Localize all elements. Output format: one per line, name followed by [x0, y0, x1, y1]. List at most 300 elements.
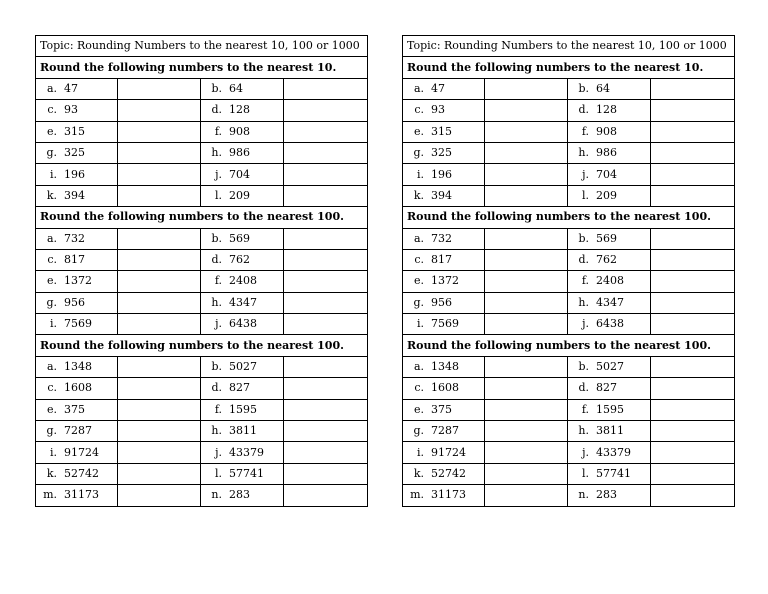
- question-number: 375: [431, 402, 452, 416]
- question-number: 986: [596, 146, 617, 160]
- question-cell: [36, 228, 118, 249]
- question-letter: i.: [49, 445, 57, 459]
- answer-blank[interactable]: [284, 78, 368, 99]
- question-number: 956: [64, 295, 85, 309]
- answer-blank[interactable]: [651, 142, 735, 163]
- question-cell: [201, 485, 284, 506]
- question-letter: e.: [413, 274, 424, 288]
- question-letter: a.: [413, 81, 424, 95]
- question-number: 732: [431, 231, 452, 245]
- question-cell: [201, 164, 284, 185]
- answer-blank[interactable]: [485, 164, 568, 185]
- section-heading: Round the following numbers to the nearest 10.: [403, 57, 735, 78]
- question-letter: h.: [578, 424, 589, 438]
- answer-blank[interactable]: [651, 164, 735, 185]
- answer-blank[interactable]: [651, 399, 735, 420]
- question-cell: [36, 185, 118, 206]
- section-heading-row: [403, 335, 735, 356]
- question-number: 57741: [596, 467, 631, 480]
- answer-blank[interactable]: [485, 249, 568, 270]
- question-cell: [36, 399, 118, 420]
- question-number: 375: [64, 402, 85, 416]
- question-row: [403, 463, 735, 484]
- question-number: 2408: [596, 274, 624, 288]
- question-letter: g.: [413, 424, 424, 438]
- question-cell: [568, 100, 651, 121]
- answer-blank[interactable]: [284, 399, 368, 420]
- answer-blank[interactable]: [651, 378, 735, 399]
- answer-blank[interactable]: [284, 292, 368, 313]
- question-number: 31173: [64, 488, 99, 502]
- question-letter: g.: [46, 295, 57, 309]
- question-letter: l.: [214, 467, 222, 480]
- answer-blank[interactable]: [284, 314, 368, 335]
- answer-blank[interactable]: [284, 142, 368, 163]
- question-number: 283: [596, 488, 617, 502]
- answer-blank[interactable]: [284, 485, 368, 506]
- question-number: 7287: [431, 424, 459, 438]
- answer-blank[interactable]: [651, 228, 735, 249]
- question-cell: [201, 228, 284, 249]
- question-letter: c.: [47, 103, 57, 117]
- question-number: 64: [596, 81, 610, 95]
- question-letter: e.: [46, 274, 57, 288]
- question-row: [403, 485, 735, 506]
- question-number: 3811: [596, 424, 624, 438]
- question-letter: j.: [215, 445, 222, 459]
- answer-blank[interactable]: [485, 442, 568, 463]
- question-cell: [36, 421, 118, 442]
- answer-blank[interactable]: [485, 292, 568, 313]
- question-letter: f.: [214, 274, 222, 288]
- answer-blank[interactable]: [118, 421, 201, 442]
- question-row: [403, 164, 735, 185]
- question-number: 827: [229, 381, 250, 395]
- question-number: 283: [229, 488, 250, 502]
- question-number: 52742: [431, 467, 466, 480]
- question-letter: n.: [211, 488, 222, 502]
- question-number: 817: [431, 253, 452, 267]
- question-number: 5027: [229, 360, 257, 374]
- question-cell: [36, 356, 118, 377]
- question-cell: [568, 249, 651, 270]
- question-cell: [568, 185, 651, 206]
- answer-blank[interactable]: [651, 100, 735, 121]
- question-letter: h.: [211, 295, 222, 309]
- section-heading: Round the following numbers to the nearest 100.: [36, 335, 368, 356]
- question-cell: [403, 442, 485, 463]
- section-heading-row: [36, 57, 368, 78]
- question-letter: g.: [46, 146, 57, 160]
- question-row: [403, 314, 735, 335]
- question-cell: [403, 421, 485, 442]
- question-number: 209: [229, 188, 250, 202]
- question-row: [36, 78, 368, 99]
- question-cell: [201, 142, 284, 163]
- question-row: [36, 485, 368, 506]
- answer-blank[interactable]: [651, 314, 735, 335]
- question-number: 315: [64, 124, 85, 138]
- question-row: [403, 121, 735, 142]
- answer-blank[interactable]: [284, 271, 368, 292]
- answer-blank[interactable]: [118, 142, 201, 163]
- question-cell: [36, 442, 118, 463]
- question-cell: [568, 228, 651, 249]
- answer-blank[interactable]: [485, 121, 568, 142]
- answer-blank[interactable]: [651, 463, 735, 484]
- question-letter: l.: [581, 467, 589, 480]
- question-cell: [568, 356, 651, 377]
- question-number: 986: [229, 146, 250, 160]
- question-cell: [403, 249, 485, 270]
- question-row: [36, 121, 368, 142]
- question-number: 569: [229, 231, 250, 245]
- question-row: [403, 378, 735, 399]
- question-row: [403, 399, 735, 420]
- question-letter: a.: [46, 360, 57, 374]
- question-number: 2408: [229, 274, 257, 288]
- question-letter: i.: [49, 167, 57, 181]
- question-letter: l.: [214, 188, 222, 202]
- question-number: 1595: [229, 402, 257, 416]
- question-number: 394: [64, 188, 85, 202]
- answer-blank[interactable]: [118, 271, 201, 292]
- question-row: [403, 249, 735, 270]
- section-heading: Round the following numbers to the nearest 10.: [36, 57, 368, 78]
- question-cell: [201, 356, 284, 377]
- question-cell: [36, 378, 118, 399]
- worksheet-left: [35, 35, 367, 507]
- question-letter: f.: [214, 402, 222, 416]
- question-number: 908: [229, 124, 250, 138]
- answer-blank[interactable]: [485, 463, 568, 484]
- answer-blank[interactable]: [651, 442, 735, 463]
- question-cell: [36, 78, 118, 99]
- question-cell: [403, 100, 485, 121]
- answer-blank[interactable]: [118, 228, 201, 249]
- question-cell: [568, 378, 651, 399]
- question-cell: [36, 142, 118, 163]
- question-cell: [403, 142, 485, 163]
- question-number: 93: [431, 103, 445, 117]
- question-row: [36, 421, 368, 442]
- answer-blank[interactable]: [284, 228, 368, 249]
- question-letter: m.: [410, 488, 424, 502]
- worksheet-table: [35, 35, 368, 507]
- question-cell: [568, 164, 651, 185]
- question-cell: [36, 292, 118, 313]
- answer-blank[interactable]: [118, 121, 201, 142]
- answer-blank[interactable]: [118, 185, 201, 206]
- question-cell: [201, 185, 284, 206]
- question-row: [403, 271, 735, 292]
- question-number: 7569: [64, 317, 92, 331]
- question-number: 762: [596, 253, 617, 267]
- question-cell: [568, 399, 651, 420]
- question-letter: k.: [46, 467, 57, 480]
- answer-blank[interactable]: [651, 421, 735, 442]
- question-letter: b.: [211, 231, 222, 245]
- question-letter: c.: [414, 381, 424, 395]
- answer-blank[interactable]: [485, 271, 568, 292]
- question-cell: [568, 463, 651, 484]
- answer-blank[interactable]: [651, 292, 735, 313]
- answer-blank[interactable]: [118, 314, 201, 335]
- question-letter: g.: [413, 295, 424, 309]
- question-letter: a.: [46, 231, 57, 245]
- answer-blank[interactable]: [284, 378, 368, 399]
- question-cell: [403, 164, 485, 185]
- section-heading-row: [403, 57, 735, 78]
- answer-blank[interactable]: [118, 249, 201, 270]
- answer-blank[interactable]: [485, 399, 568, 420]
- answer-blank[interactable]: [485, 228, 568, 249]
- question-number: 52742: [64, 467, 99, 480]
- question-cell: [201, 100, 284, 121]
- section-heading: Round the following numbers to the nearest 100.: [403, 335, 735, 356]
- question-letter: n.: [578, 488, 589, 502]
- question-number: 827: [596, 381, 617, 395]
- question-cell: [568, 142, 651, 163]
- question-number: 704: [596, 167, 617, 181]
- question-cell: [201, 314, 284, 335]
- section-heading: Round the following numbers to the nearest 100.: [403, 207, 735, 228]
- question-cell: [201, 421, 284, 442]
- question-row: [36, 100, 368, 121]
- answer-blank[interactable]: [485, 378, 568, 399]
- answer-blank[interactable]: [485, 100, 568, 121]
- answer-blank[interactable]: [284, 421, 368, 442]
- question-letter: f.: [581, 402, 589, 416]
- answer-blank[interactable]: [485, 485, 568, 506]
- answer-blank[interactable]: [118, 356, 201, 377]
- question-letter: d.: [578, 103, 589, 117]
- topic-title: Topic: Rounding Numbers to the nearest 10, 100 or 1000: [403, 36, 735, 57]
- question-number: 196: [431, 167, 452, 181]
- question-row: [403, 100, 735, 121]
- question-letter: e.: [413, 124, 424, 138]
- question-cell: [36, 249, 118, 270]
- question-number: 1595: [596, 402, 624, 416]
- answer-blank[interactable]: [485, 78, 568, 99]
- answer-blank[interactable]: [284, 442, 368, 463]
- question-number: 762: [229, 253, 250, 267]
- question-number: 1348: [64, 360, 92, 374]
- question-number: 394: [431, 188, 452, 202]
- section-heading: Round the following numbers to the nearest 100.: [36, 207, 368, 228]
- question-cell: [201, 292, 284, 313]
- answer-blank[interactable]: [118, 378, 201, 399]
- answer-blank[interactable]: [651, 185, 735, 206]
- question-cell: [403, 292, 485, 313]
- answer-blank[interactable]: [118, 292, 201, 313]
- answer-blank[interactable]: [284, 356, 368, 377]
- question-letter: c.: [414, 103, 424, 117]
- worksheet-table: [402, 35, 735, 507]
- question-letter: k.: [413, 467, 424, 480]
- question-letter: b.: [578, 81, 589, 95]
- answer-blank[interactable]: [485, 356, 568, 377]
- question-number: 91724: [64, 445, 99, 459]
- question-row: [36, 142, 368, 163]
- question-cell: [36, 121, 118, 142]
- question-row: [36, 463, 368, 484]
- question-number: 1372: [64, 274, 92, 288]
- question-letter: l.: [581, 188, 589, 202]
- answer-blank[interactable]: [118, 485, 201, 506]
- question-letter: e.: [413, 402, 424, 416]
- answer-blank[interactable]: [284, 121, 368, 142]
- question-letter: e.: [46, 124, 57, 138]
- topic-row: [403, 36, 735, 57]
- answer-blank[interactable]: [485, 142, 568, 163]
- question-letter: h.: [211, 146, 222, 160]
- question-cell: [36, 485, 118, 506]
- answer-blank[interactable]: [485, 185, 568, 206]
- question-number: 64: [229, 81, 243, 95]
- question-row: [36, 164, 368, 185]
- question-number: 1348: [431, 360, 459, 374]
- question-row: [36, 442, 368, 463]
- question-letter: i.: [49, 317, 57, 331]
- question-cell: [403, 185, 485, 206]
- question-letter: a.: [46, 81, 57, 95]
- answer-blank[interactable]: [118, 164, 201, 185]
- question-letter: a.: [413, 231, 424, 245]
- question-letter: b.: [211, 81, 222, 95]
- question-letter: h.: [578, 146, 589, 160]
- question-letter: e.: [46, 402, 57, 416]
- question-cell: [201, 78, 284, 99]
- question-row: [36, 314, 368, 335]
- question-number: 209: [596, 188, 617, 202]
- answer-blank[interactable]: [118, 442, 201, 463]
- question-number: 47: [431, 81, 445, 95]
- answer-blank[interactable]: [118, 463, 201, 484]
- question-letter: i.: [416, 445, 424, 459]
- answer-blank[interactable]: [284, 463, 368, 484]
- question-number: 1372: [431, 274, 459, 288]
- question-cell: [403, 399, 485, 420]
- question-cell: [36, 314, 118, 335]
- question-number: 128: [596, 103, 617, 117]
- question-cell: [201, 249, 284, 270]
- question-cell: [568, 292, 651, 313]
- question-number: 128: [229, 103, 250, 117]
- question-cell: [403, 485, 485, 506]
- question-letter: m.: [43, 488, 57, 502]
- question-letter: h.: [578, 295, 589, 309]
- question-number: 43379: [229, 445, 264, 459]
- answer-blank[interactable]: [485, 314, 568, 335]
- answer-blank[interactable]: [651, 121, 735, 142]
- question-number: 7569: [431, 317, 459, 331]
- answer-blank[interactable]: [284, 185, 368, 206]
- question-number: 57741: [229, 467, 264, 480]
- section-heading-row: [36, 207, 368, 228]
- question-number: 6438: [596, 317, 624, 331]
- question-cell: [568, 121, 651, 142]
- question-cell: [201, 463, 284, 484]
- question-letter: j.: [215, 317, 222, 331]
- answer-blank[interactable]: [284, 164, 368, 185]
- question-number: 325: [64, 146, 85, 160]
- question-number: 325: [431, 146, 452, 160]
- question-letter: c.: [47, 381, 57, 395]
- question-number: 4347: [229, 295, 257, 309]
- question-number: 31173: [431, 488, 466, 502]
- answer-blank[interactable]: [651, 271, 735, 292]
- section-heading-row: [36, 335, 368, 356]
- topic-row: [36, 36, 368, 57]
- question-letter: a.: [413, 360, 424, 374]
- answer-blank[interactable]: [118, 399, 201, 420]
- answer-blank[interactable]: [485, 421, 568, 442]
- question-cell: [201, 378, 284, 399]
- question-number: 1608: [431, 381, 459, 395]
- question-number: 43379: [596, 445, 631, 459]
- question-number: 732: [64, 231, 85, 245]
- question-number: 7287: [64, 424, 92, 438]
- answer-blank[interactable]: [284, 100, 368, 121]
- question-letter: j.: [215, 167, 222, 181]
- question-letter: i.: [416, 167, 424, 181]
- question-cell: [201, 271, 284, 292]
- question-cell: [201, 399, 284, 420]
- question-row: [36, 271, 368, 292]
- question-number: 6438: [229, 317, 257, 331]
- question-cell: [36, 100, 118, 121]
- answer-blank[interactable]: [651, 78, 735, 99]
- question-number: 91724: [431, 445, 466, 459]
- question-number: 956: [431, 295, 452, 309]
- question-number: 704: [229, 167, 250, 181]
- question-row: [36, 185, 368, 206]
- question-letter: f.: [581, 274, 589, 288]
- answer-blank[interactable]: [651, 249, 735, 270]
- answer-blank[interactable]: [651, 356, 735, 377]
- question-cell: [568, 78, 651, 99]
- question-row: [36, 356, 368, 377]
- question-cell: [403, 463, 485, 484]
- question-letter: c.: [414, 253, 424, 267]
- question-number: 47: [64, 81, 78, 95]
- answer-blank[interactable]: [118, 100, 201, 121]
- question-row: [403, 78, 735, 99]
- question-cell: [36, 271, 118, 292]
- question-letter: d.: [578, 253, 589, 267]
- question-letter: b.: [211, 360, 222, 374]
- question-row: [36, 228, 368, 249]
- question-number: 1608: [64, 381, 92, 395]
- question-row: [36, 292, 368, 313]
- question-letter: k.: [46, 188, 57, 202]
- question-cell: [201, 442, 284, 463]
- answer-blank[interactable]: [651, 485, 735, 506]
- question-letter: j.: [582, 317, 589, 331]
- question-letter: h.: [211, 424, 222, 438]
- question-number: 3811: [229, 424, 257, 438]
- question-letter: b.: [578, 231, 589, 245]
- topic-title: Topic: Rounding Numbers to the nearest 10, 100 or 1000: [36, 36, 368, 57]
- answer-blank[interactable]: [118, 78, 201, 99]
- answer-blank[interactable]: [284, 249, 368, 270]
- section-heading-row: [403, 207, 735, 228]
- question-letter: i.: [416, 317, 424, 331]
- question-number: 4347: [596, 295, 624, 309]
- question-number: 569: [596, 231, 617, 245]
- question-cell: [36, 463, 118, 484]
